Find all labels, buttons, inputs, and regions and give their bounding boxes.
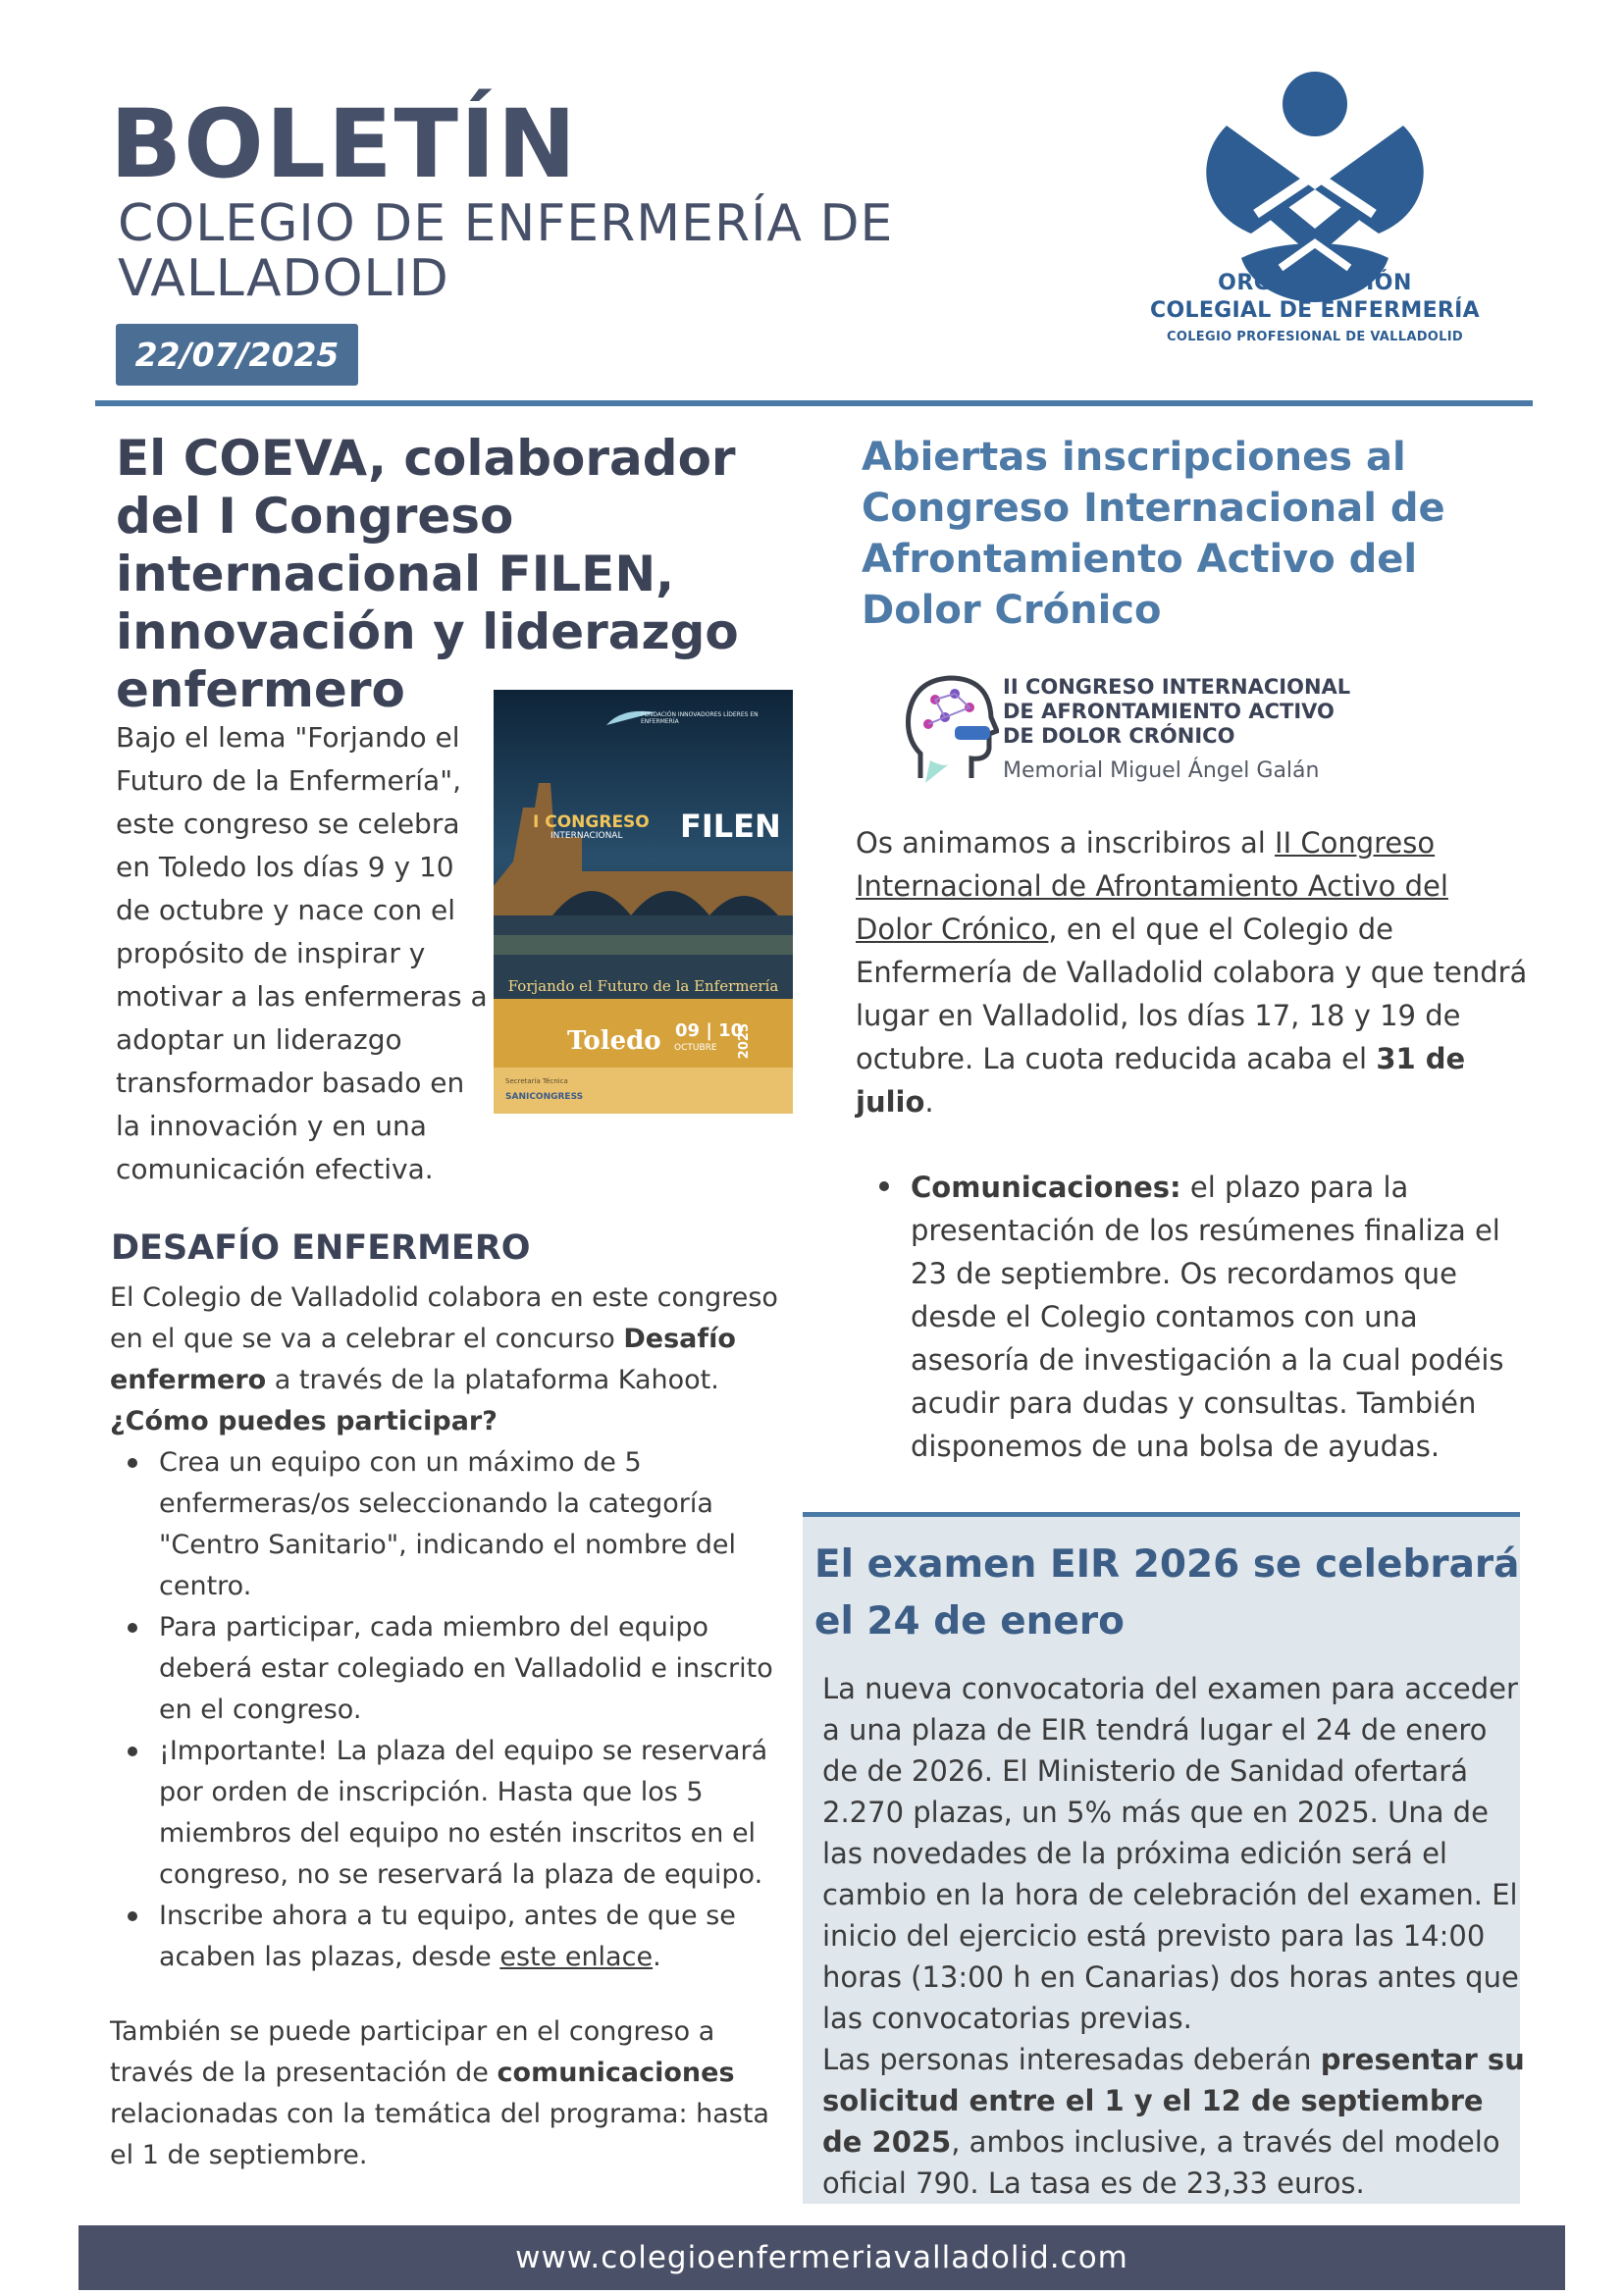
desafio-intro: El Colegio de Valladolid colabora en este congreso en el que se va a celebrar el concurso Desafío enfermero a través de la plataforma Kahoot. ¿Cómo puedes participar? bbox=[110, 1282, 778, 1436]
article3-title: El examen EIR 2026 se celebrará el 24 de enero bbox=[814, 1542, 1520, 1644]
footer-website-link[interactable]: www.colegioenfermeriavalladolid.com bbox=[79, 2225, 1565, 2290]
head-brain-icon bbox=[901, 670, 999, 793]
bulletin-subtitle: COLEGIO DE ENFERMERÍA DE VALLADOLID bbox=[118, 194, 894, 308]
eir-box-top-border bbox=[803, 1512, 1520, 1517]
article2-bullet-list bbox=[862, 1166, 1539, 1468]
congress-logo-text: II CONGRESO INTERNACIONAL DE AFRONTAMIENTO ACTIVO DE DOLOR CRÓNICO bbox=[1003, 675, 1351, 748]
poster-city: Toledo bbox=[567, 1026, 661, 1056]
article2-title: Abiertas inscripciones al Congreso Internacional de Afrontamiento Activo del Dolor Crónico bbox=[862, 435, 1445, 633]
registration-link[interactable]: este enlace bbox=[499, 1942, 654, 1972]
poster-congress-prefix: I CONGRESO bbox=[533, 812, 650, 832]
article1-title: El COEVA, colaborador del I Congreso internacional FILEN, innovación y liderazgo enfermero bbox=[116, 430, 739, 718]
logo-text-line3: COLEGIO PROFESIONAL DE VALLADOLID bbox=[1167, 330, 1463, 344]
desafio-heading: DESAFÍO ENFERMERO bbox=[111, 1228, 531, 1268]
list-item: Para participar, cada miembro del equipo deberá estar colegiado en Valladolid e inscrito en el congreso. bbox=[110, 1607, 797, 1731]
congress-link[interactable]: II Congreso Internacional de Afrontamiento Activo del Dolor Crónico bbox=[856, 826, 1448, 946]
logo-text-line1: ORGANIZACIÓN bbox=[1218, 271, 1412, 295]
poster-foundation: FUNDACIÓN INNOVADORES LÍDERES EN ENFERMERÍA bbox=[641, 711, 759, 725]
desafio-bullet-list bbox=[110, 1442, 797, 1978]
poster-year: 2025 bbox=[737, 1023, 752, 1060]
poster-month: OCTUBRE bbox=[674, 1043, 717, 1053]
poster-organizer: SANICONGRESS bbox=[505, 1092, 584, 1102]
desafio-question: ¿Cómo puedes participar? bbox=[110, 1406, 498, 1436]
poster-motto: Forjando el Futuro de la Enfermería bbox=[507, 977, 779, 995]
congress-memorial: Memorial Miguel Ángel Galán bbox=[1003, 758, 1320, 783]
poster-congress-sub: INTERNACIONAL bbox=[550, 831, 623, 841]
poster-secretaria: Secretaría Técnica bbox=[505, 1077, 568, 1085]
desafio-communications: También se puede participar en el congreso a través de la presentación de comunicaciones relacionadas con la temática del programa: hasta el 1 de septiembre. bbox=[110, 2016, 769, 2170]
header-divider bbox=[95, 400, 1533, 406]
logo-text-line2: COLEGIAL DE ENFERMERÍA bbox=[1150, 298, 1480, 323]
article2-body: Os animamos a inscribiros al II Congreso Internacional de Afrontamiento Activo del Dolor Crónico, en el que el Colegio de Enfermería de Valladolid colabora y que tendrá lugar en Valladolid, los días 17, 18 y 19 de octubre. La cuota reducida acaba el 31 de julio. bbox=[856, 826, 1528, 1119]
list-item: Crea un equipo con un máximo de 5 enfermeras/os seleccionando la categoría "Centro Sanitario", indicando el nombre del centro. bbox=[110, 1442, 797, 1607]
bulletin-title: BOLETÍN bbox=[110, 89, 579, 199]
list-item: Comunicaciones: el plazo para la presentación de los resúmenes finaliza el 23 de septiembre. Os recordamos que desde el Colegio contamos con una asesoría de investigación a la cual podéis acudir para dudas y consultas. También disponemos de una bolsa de ayudas. bbox=[862, 1166, 1539, 1468]
article3-body: La nueva convocatoria del examen para acceder a una plaza de EIR tendrá lugar el 24 de enero de de 2026. El Ministerio de Sanidad ofertará 2.270 plazas, un 5% más que en 2025. Una de las novedades de la próxima edición será el cambio en la hora de celebración del examen. El inicio del ejercicio está previsto para las 14:00 horas (13:00 h en Canarias) dos horas antes que las convocatorias previas. Las personas interesadas deberán presentar su solicitud entre el 1 y el 12 de septiembre de 2025, ambos inclusive, a través del modelo oficial 790. La tasa es de 23,33 euros. bbox=[822, 1672, 1525, 2200]
article1-intro: Bajo el lema "Forjando el Futuro de la Enfermería", este congreso se celebra en Toledo los días 9 y 10 de octubre y nace con el propósito de inspirar y motivar a las enfermeras a adoptar un liderazgo transformador basado en la innovación y en una comunicación efectiva. bbox=[116, 721, 488, 1185]
filen-congress-poster bbox=[494, 690, 793, 1114]
poster-congress-name: FILEN bbox=[680, 808, 781, 845]
list-item: ¡Importante! La plaza del equipo se reservará por orden de inscripción. Hasta que los 5 miembros del equipo no estén inscritos en el congreso, no se reservará la plaza de equipo. bbox=[110, 1731, 797, 1896]
list-item: Inscribe ahora a tu equipo, antes de que se acaben las plazas, desde este enlace. bbox=[110, 1896, 797, 1978]
poster-days: 09 | 10 bbox=[675, 1020, 744, 1041]
date-badge: 22/07/2025 bbox=[116, 324, 358, 386]
